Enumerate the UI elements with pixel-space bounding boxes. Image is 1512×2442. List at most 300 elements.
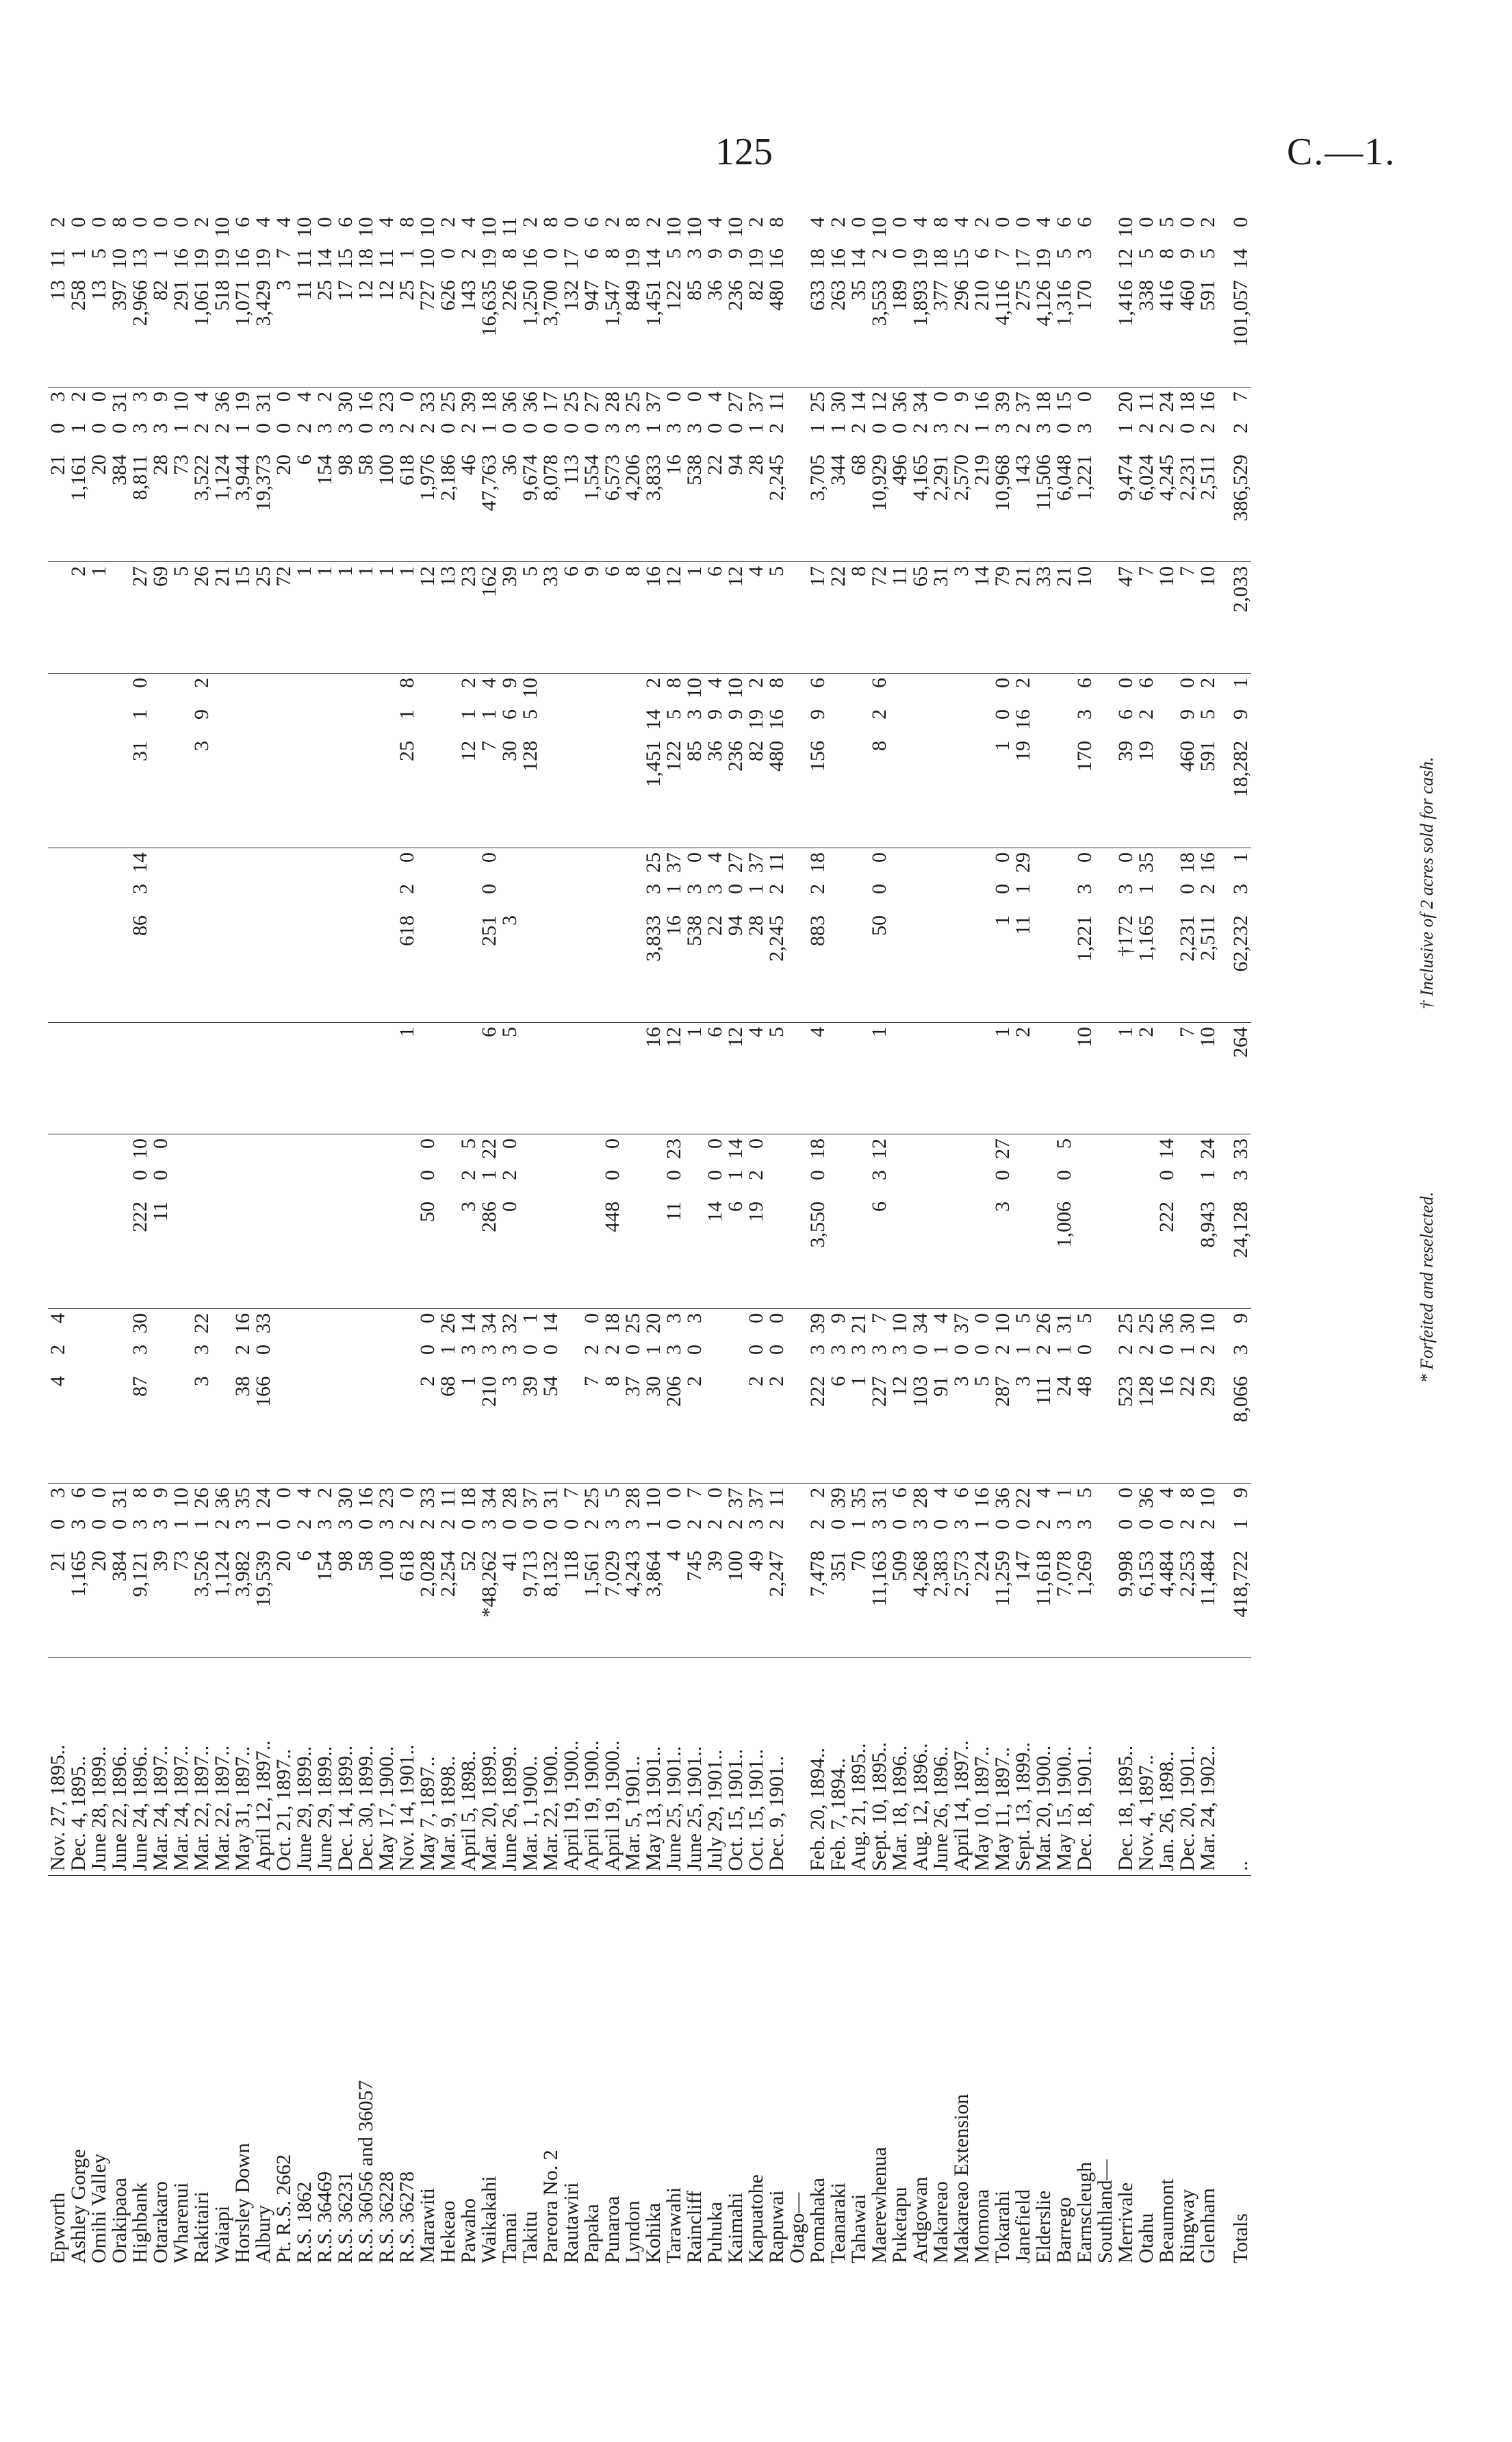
value-cell: 98 — [335, 450, 356, 562]
value-cell: 37 — [642, 392, 665, 412]
value-cell: 20 — [89, 1547, 110, 1658]
value-cell: 118 — [561, 1547, 582, 1658]
value-cell: 1 — [642, 1345, 665, 1355]
value-cell: 1,006 — [1054, 1197, 1075, 1309]
value-cell: 27 — [991, 1139, 1014, 1159]
value-cell: 2 — [745, 678, 767, 688]
value-cell — [335, 1372, 356, 1484]
value-cell: 0 — [930, 392, 952, 402]
settlement-name: Otago— — [786, 2192, 808, 2263]
value-cell: 18 — [930, 249, 952, 269]
value-cell: 0 — [519, 1345, 541, 1355]
value-cell: 2 — [1135, 709, 1157, 720]
settlement-name: Waikakahi — [478, 2176, 500, 2263]
value-cell: 9 — [582, 562, 602, 674]
value-cell: 1 — [1229, 678, 1252, 688]
value-cell: 2,028 — [418, 1547, 438, 1658]
value-cell — [849, 705, 869, 737]
value-cell — [48, 880, 68, 911]
settlement-name: Elderslie — [1032, 2190, 1055, 2263]
value-cell: 3 — [951, 562, 972, 674]
value-cell — [315, 1134, 335, 1167]
value-cell: 37 — [724, 1488, 747, 1508]
value-cell — [1013, 1134, 1034, 1167]
value-cell — [418, 705, 438, 737]
date-cell: June 22, 1896.. — [110, 1658, 130, 1876]
value-cell: 52 — [459, 1547, 479, 1658]
value-cell: 5 — [1135, 249, 1157, 259]
value-cell: 2,570 — [951, 450, 972, 562]
value-cell — [890, 1197, 910, 1309]
value-cell: 1 — [356, 562, 376, 674]
value-cell — [438, 1166, 459, 1197]
date-cell: Dec. 30, 1899.. — [356, 1658, 376, 1876]
value-cell: 4,126 — [1034, 276, 1054, 387]
value-cell — [1075, 1197, 1095, 1309]
value-cell: 0 — [560, 217, 582, 227]
value-cell — [541, 1197, 561, 1309]
value-cell: 3 — [663, 1345, 685, 1355]
value-cell: 4 — [746, 1023, 767, 1134]
value-cell: 0 — [888, 1519, 911, 1529]
value-cell: 3 — [847, 1345, 870, 1355]
value-cell: 10 — [888, 1313, 911, 1334]
value-cell: 12 — [356, 276, 376, 387]
value-cell: 21 — [48, 1547, 68, 1658]
value-cell — [294, 1166, 315, 1197]
value-cell — [212, 911, 233, 1023]
value-cell: 82 — [746, 737, 767, 848]
value-cell — [376, 1166, 397, 1197]
value-cell — [356, 1197, 376, 1309]
value-cell — [233, 848, 253, 880]
settlement-name: Puketapu — [888, 2187, 911, 2263]
value-cell — [910, 1197, 931, 1309]
value-cell — [253, 880, 274, 911]
value-cell: 16 — [231, 249, 254, 269]
value-cell — [233, 1166, 253, 1197]
value-cell — [274, 848, 294, 880]
value-cell — [274, 674, 294, 706]
value-cell: 3 — [1032, 423, 1055, 433]
value-cell: 16 — [827, 249, 849, 269]
value-cell: 0 — [909, 1345, 932, 1355]
date-cell: Oct. 15, 1901.. — [746, 1658, 767, 1876]
value-cell: 2 — [909, 423, 932, 433]
value-cell — [110, 1372, 130, 1484]
value-cell — [376, 1309, 397, 1341]
value-cell: 16 — [170, 249, 192, 269]
value-cell — [233, 1134, 253, 1167]
value-cell: 38 — [233, 1372, 253, 1484]
value-cell: 222 — [1157, 1197, 1177, 1309]
value-cell: 2 — [1196, 884, 1219, 894]
value-cell: 39 — [827, 1488, 849, 1508]
value-cell — [684, 1197, 705, 1309]
value-cell: 6 — [828, 1372, 849, 1484]
value-cell: 4 — [930, 1488, 952, 1498]
value-cell — [561, 674, 582, 706]
value-cell: 17 — [1012, 249, 1034, 269]
table-row — [910, 213, 931, 2267]
value-cell — [541, 1134, 561, 1167]
value-cell — [1034, 737, 1054, 848]
date-cell: Mar. 5, 1901.. — [623, 1658, 643, 1876]
value-cell: 0 — [1073, 392, 1096, 402]
value-cell: 23 — [663, 1139, 685, 1159]
value-cell: 296 — [951, 276, 972, 387]
value-cell: 9 — [149, 392, 172, 402]
date-cell — [1095, 1658, 1116, 1876]
value-cell: 3 — [868, 1345, 890, 1355]
value-cell: 2,231 — [1177, 911, 1198, 1023]
table-row — [664, 213, 684, 2267]
value-cell: 3 — [683, 709, 706, 720]
value-cell: 591 — [1198, 276, 1218, 387]
value-cell: 3 — [192, 1372, 212, 1484]
value-cell: 6 — [726, 1197, 746, 1309]
value-cell — [233, 674, 253, 706]
value-cell: 1 — [1135, 884, 1157, 894]
value-cell — [459, 911, 479, 1023]
value-cell: 14 — [972, 562, 992, 674]
value-cell: 0 — [88, 423, 110, 433]
value-cell — [1095, 213, 1116, 244]
value-cell: 0 — [704, 1488, 726, 1498]
value-cell: 11,484 — [1198, 1547, 1218, 1658]
value-cell — [931, 1197, 951, 1309]
value-cell: 132 — [561, 276, 582, 387]
value-cell — [171, 1166, 192, 1197]
value-cell: 0 — [806, 1170, 829, 1180]
table-row — [746, 213, 767, 2267]
value-cell: 3 — [1229, 1345, 1252, 1355]
value-cell: 162 — [479, 562, 500, 674]
value-cell — [1095, 419, 1116, 450]
value-cell — [1034, 880, 1054, 911]
value-cell — [910, 674, 931, 706]
value-cell: 3 — [909, 1519, 932, 1529]
value-cell — [438, 1197, 459, 1309]
value-cell: 3 — [1013, 1372, 1034, 1484]
value-cell: 1 — [1196, 1170, 1219, 1180]
value-cell — [68, 1372, 89, 1484]
date-cell: May 11, 1897.. — [992, 1658, 1013, 1876]
value-cell: 37 — [745, 392, 767, 412]
value-cell: 39 — [705, 1547, 726, 1658]
value-cell: 0 — [416, 1139, 439, 1149]
value-cell — [89, 674, 110, 706]
value-cell: 4 — [1155, 1488, 1178, 1498]
value-cell: 5 — [1012, 1313, 1034, 1323]
value-cell: 8,078 — [541, 450, 561, 562]
value-cell — [1095, 848, 1116, 880]
value-cell: 3 — [991, 423, 1014, 433]
value-cell: 1 — [478, 423, 500, 433]
value-cell: 1 — [397, 1023, 418, 1134]
value-cell — [1013, 1197, 1034, 1309]
value-cell — [274, 737, 294, 848]
value-cell: 69 — [151, 562, 171, 674]
value-cell — [849, 1023, 869, 1134]
value-cell: 8 — [1176, 1488, 1199, 1498]
value-cell: 210 — [972, 276, 992, 387]
value-cell — [294, 1023, 315, 1134]
value-cell — [828, 737, 849, 848]
value-cell — [151, 880, 171, 911]
value-cell: 1 — [1012, 884, 1034, 894]
settlement-name: Maerewhenua — [868, 2147, 890, 2263]
value-cell — [1054, 911, 1075, 1023]
value-cell: 1 — [252, 1519, 274, 1529]
table-row — [397, 213, 418, 2267]
value-cell: 0 — [478, 884, 500, 894]
value-cell — [787, 244, 808, 276]
value-cell: 22 — [1012, 1488, 1034, 1508]
value-cell — [910, 1023, 931, 1134]
value-cell: 14 — [313, 249, 336, 269]
value-cell — [951, 848, 972, 880]
value-cell: 18 — [601, 1313, 624, 1334]
value-cell: 37 — [950, 1313, 973, 1334]
value-cell — [48, 674, 68, 706]
value-cell: 3 — [642, 884, 665, 894]
settlement-name: Punaroa — [601, 2196, 624, 2263]
value-cell: 6 — [1114, 709, 1137, 720]
value-cell: 2 — [457, 423, 480, 433]
value-cell: 4,206 — [623, 450, 643, 562]
settlement-name: Rapuwai — [765, 2190, 788, 2263]
value-cell: 7 — [1229, 392, 1252, 402]
value-cell: 0 — [888, 423, 911, 433]
table-row — [767, 213, 787, 2267]
value-cell — [561, 1166, 582, 1197]
table-row — [561, 213, 582, 2267]
value-cell — [192, 1166, 212, 1197]
value-cell — [335, 674, 356, 706]
value-cell — [623, 1197, 643, 1309]
value-cell: 16 — [1157, 1372, 1177, 1484]
value-cell: 1 — [1012, 1345, 1034, 1355]
value-cell — [520, 1134, 541, 1167]
value-cell — [910, 1134, 931, 1167]
value-cell: 39 — [991, 392, 1014, 412]
value-cell — [438, 1023, 459, 1134]
date-cell: Dec. 4, 1895.. — [68, 1658, 89, 1876]
settlement-name: Epworth — [47, 2192, 69, 2263]
value-cell: 0 — [663, 1519, 685, 1529]
value-cell: 22 — [190, 1313, 213, 1334]
value-cell: 28 — [601, 392, 624, 412]
table-row — [68, 213, 89, 2267]
value-cell: 5 — [601, 1488, 624, 1498]
settlement-name: Lyndon — [622, 2200, 644, 2263]
value-cell: 1 — [992, 1023, 1013, 1134]
value-cell: 8 — [869, 737, 890, 848]
value-cell: 1 — [396, 249, 418, 259]
date-cell: Feb. 7, 1894.. — [828, 1658, 849, 1876]
value-cell: 0 — [724, 884, 747, 894]
value-cell: 0 — [396, 852, 418, 863]
value-cell: 745 — [684, 1547, 705, 1658]
value-cell: 47 — [1116, 562, 1136, 674]
value-cell — [623, 880, 643, 911]
value-cell: 10 — [1198, 562, 1218, 674]
value-cell — [1054, 880, 1075, 911]
value-cell: 1,165 — [68, 1547, 89, 1658]
value-cell — [1116, 1134, 1136, 1167]
value-cell: 100 — [376, 1547, 397, 1658]
value-cell: 20 — [1114, 392, 1137, 412]
value-cell: 2 — [991, 1345, 1014, 1355]
settlement-name: Otarakaro — [149, 2181, 172, 2263]
value-cell — [68, 674, 89, 706]
settlement-name: Teanaraki — [827, 2183, 849, 2263]
value-cell: 170 — [1075, 737, 1095, 848]
value-cell: 14 — [539, 1313, 562, 1334]
value-cell: 8 — [663, 678, 685, 688]
value-cell — [315, 1166, 335, 1197]
value-cell: 0 — [868, 852, 890, 863]
date-cell: Dec. 14, 1899.. — [335, 1658, 356, 1876]
value-cell: 50 — [418, 1197, 438, 1309]
value-cell: 0 — [457, 1519, 480, 1529]
value-cell: 3 — [459, 1197, 479, 1309]
date-cell: May 31, 1897.. — [233, 1658, 253, 1876]
value-cell — [212, 1134, 233, 1167]
value-cell: 2 — [293, 423, 316, 433]
value-cell — [972, 737, 992, 848]
page-number: 125 — [715, 131, 773, 173]
value-cell: 3 — [67, 1519, 90, 1529]
value-cell — [541, 1166, 561, 1197]
table-row — [151, 213, 171, 2267]
value-cell — [315, 705, 335, 737]
value-cell — [48, 562, 68, 674]
value-cell: 11 — [151, 1197, 171, 1309]
value-cell: 143 — [459, 276, 479, 387]
value-cell — [233, 880, 253, 911]
value-cell: 3 — [457, 1345, 480, 1355]
value-cell — [890, 1134, 910, 1167]
value-cell — [1054, 705, 1075, 737]
settlement-name: Southland— — [1094, 2159, 1116, 2263]
value-cell — [110, 848, 130, 880]
value-cell: 3,864 — [643, 1547, 664, 1658]
value-cell: 0 — [560, 1519, 582, 1529]
value-cell — [110, 562, 130, 674]
value-cell: 17 — [335, 276, 356, 387]
value-cell — [1075, 1166, 1095, 1197]
value-cell: 9 — [827, 1313, 849, 1323]
value-cell: 20 — [642, 1313, 665, 1334]
value-cell: 1,061 — [192, 276, 212, 387]
value-cell: 0 — [252, 1345, 274, 1355]
value-cell: 4 — [704, 678, 726, 688]
value-cell: 39 — [151, 1547, 171, 1658]
value-cell: 2 — [868, 249, 890, 259]
value-cell — [561, 880, 582, 911]
value-cell: 8 — [930, 217, 952, 227]
value-cell — [910, 880, 931, 911]
value-cell: 13 — [438, 562, 459, 674]
value-cell: 4,245 — [1157, 450, 1177, 562]
value-cell: 0 — [991, 884, 1014, 894]
settlement-name: R.S. 36469 — [313, 2171, 336, 2263]
value-cell — [438, 848, 459, 880]
value-cell: 1,316 — [1054, 276, 1075, 387]
value-cell — [910, 1166, 931, 1197]
value-cell — [376, 880, 397, 911]
value-cell: 1,976 — [418, 450, 438, 562]
value-cell: 8,943 — [1198, 1197, 1218, 1309]
value-cell — [110, 737, 130, 848]
rotated-table-region — [48, 159, 1410, 2267]
value-cell — [418, 1023, 438, 1134]
date-cell: Nov. 27, 1895.. — [48, 1658, 68, 1876]
value-cell — [171, 1023, 192, 1134]
value-cell: 2,254 — [438, 1547, 459, 1658]
value-cell: 58 — [356, 1547, 376, 1658]
value-cell: 10 — [1075, 562, 1095, 674]
value-cell — [376, 674, 397, 706]
value-cell: 22 — [478, 1139, 500, 1159]
table-row — [1075, 213, 1095, 2267]
settlement-name: Ardgowan — [909, 2176, 932, 2263]
value-cell: 1,451 — [643, 276, 664, 387]
value-cell — [1136, 1134, 1157, 1167]
date-cell: April 12, 1897.. — [253, 1658, 274, 1876]
value-cell: 5 — [171, 562, 192, 674]
value-cell: 10 — [642, 1488, 665, 1508]
value-cell: 25 — [580, 1488, 603, 1508]
value-cell: 0 — [683, 1345, 706, 1355]
settlement-name: Tarawahi — [663, 2187, 685, 2263]
value-cell: 1 — [1116, 1023, 1136, 1134]
value-cell: 3 — [806, 1345, 829, 1355]
value-cell: 27 — [580, 392, 603, 412]
value-cell: 0 — [950, 1345, 973, 1355]
value-cell: 11 — [765, 852, 788, 872]
date-cell: Mar. 24, 1897.. — [171, 1658, 192, 1876]
value-cell: 3 — [334, 1519, 357, 1529]
settlement-name: Pareora No. 2 — [539, 2150, 562, 2263]
value-cell: 251 — [479, 911, 500, 1023]
value-cell: 18 — [1176, 852, 1199, 873]
value-cell — [397, 1309, 418, 1341]
value-cell: 2 — [642, 678, 665, 688]
value-cell: 3 — [1073, 709, 1096, 720]
value-cell: 29 — [1012, 852, 1034, 873]
value-cell — [910, 848, 931, 880]
value-cell: 0 — [67, 217, 90, 227]
value-cell: 1 — [806, 423, 829, 433]
value-cell: 1 — [1114, 423, 1137, 433]
value-cell: 1 — [869, 1023, 890, 1134]
value-cell: 9,674 — [520, 450, 541, 562]
value-cell: 7 — [1136, 562, 1157, 674]
value-cell: 25 — [253, 562, 274, 674]
value-cell — [68, 1197, 89, 1309]
value-cell — [335, 848, 356, 880]
table-row — [1034, 213, 1054, 2267]
value-cell — [356, 1023, 376, 1134]
value-cell — [253, 848, 274, 880]
value-cell — [356, 1166, 376, 1197]
value-cell — [931, 705, 951, 737]
value-cell: 0 — [1114, 1519, 1137, 1529]
value-cell: 0 — [88, 392, 110, 402]
